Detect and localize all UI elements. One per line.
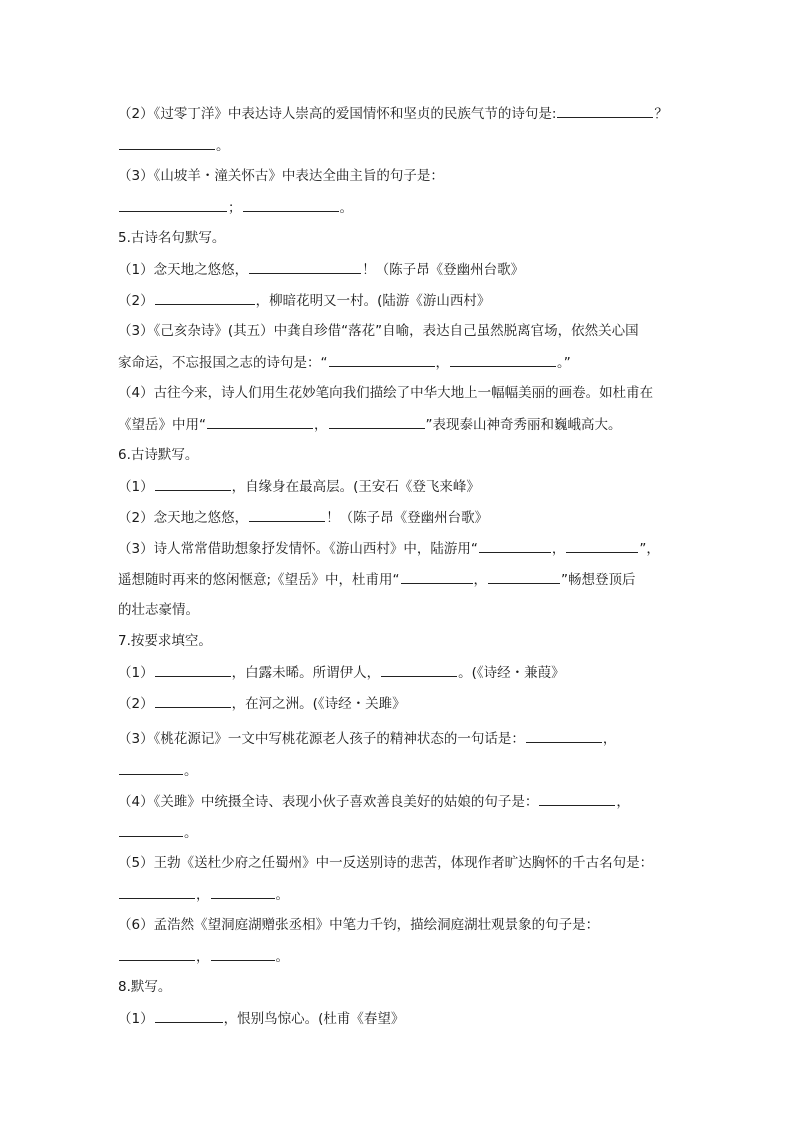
- answer-blank[interactable]: [207, 414, 313, 429]
- item-text: 的壮志豪情。: [118, 602, 199, 618]
- punctuation: 。: [275, 949, 289, 965]
- q4-item-2-line-2: [118, 135, 230, 156]
- answer-blank[interactable]: [539, 791, 615, 806]
- item-text: （2）: [118, 696, 154, 712]
- q7-item-5-line-1: [118, 853, 653, 873]
- punctuation: ，: [314, 417, 328, 433]
- punctuation: ，: [473, 572, 488, 588]
- item-text: ”表现泰山神奇秀丽和巍峨高大。: [425, 417, 622, 433]
- punctuation: 。”: [557, 355, 571, 371]
- q5-item-2: [118, 290, 490, 311]
- item-text: （1）: [118, 665, 154, 681]
- answer-blank[interactable]: [211, 884, 275, 899]
- q6-title: [118, 445, 198, 465]
- answer-blank[interactable]: [557, 103, 653, 118]
- answer-blank[interactable]: [566, 538, 638, 553]
- punctuation: 。: [184, 763, 198, 779]
- q4-item-3-line-1: [118, 166, 444, 186]
- item-text: （1）: [118, 479, 154, 495]
- punctuation: 。: [339, 200, 353, 216]
- answer-blank[interactable]: [329, 414, 425, 429]
- answer-blank[interactable]: [119, 197, 227, 212]
- punctuation: ，: [551, 541, 566, 557]
- item-text: ！（陈子昂《登幽州台歌》: [326, 510, 489, 526]
- answer-blank[interactable]: [526, 728, 602, 743]
- answer-blank[interactable]: [155, 290, 255, 305]
- q6-item-3-line-2: [118, 569, 636, 590]
- punctuation: ，: [602, 731, 617, 747]
- q7-item-5-line-2: [118, 884, 289, 905]
- answer-blank[interactable]: [329, 352, 435, 367]
- answer-blank[interactable]: [155, 662, 231, 677]
- item-text: ，柳暗花明又一村。(陆游《游山西村》: [255, 293, 491, 309]
- question-title: 6.古诗默写。: [118, 447, 199, 463]
- punctuation: ；: [228, 200, 242, 216]
- punctuation: ，: [196, 887, 210, 903]
- answer-blank[interactable]: [243, 197, 339, 212]
- q5-item-3-line-1: [118, 321, 639, 341]
- q5-item-1: [118, 259, 524, 280]
- q8-title: [118, 977, 171, 997]
- punctuation: 。: [216, 138, 230, 154]
- punctuation: ”，: [639, 541, 660, 557]
- item-text: 遥想随时再来的悠闲惬意;《望岳》中，杜甫用“: [118, 572, 400, 588]
- q7-title: [118, 631, 212, 651]
- q5-item-3-line-2: [118, 352, 571, 373]
- punctuation: ，: [435, 355, 449, 371]
- item-text: （1）: [118, 1011, 154, 1027]
- item-text: （2）: [118, 293, 154, 309]
- q7-item-6-line-1: [118, 915, 599, 935]
- answer-blank[interactable]: [479, 538, 551, 553]
- answer-blank[interactable]: [119, 822, 183, 837]
- q5-item-4-line-1: [118, 383, 653, 403]
- item-text: ！（陈子昂《登幽州台歌》: [362, 262, 525, 278]
- q7-item-4-line-2: [118, 822, 198, 843]
- item-text: ，白露未晞。所谓伊人，: [231, 665, 381, 681]
- q7-item-2: [118, 693, 406, 714]
- q4-item-3-text: （3）《山坡羊・潼关怀古》中表达全曲主旨的句子是：: [118, 168, 444, 184]
- answer-blank[interactable]: [211, 946, 275, 961]
- item-text: （3）《己亥杂诗》(其五）中龚自珍借“落花”自喻，表达自己虽然脱离官场，依然关心国: [118, 323, 639, 339]
- q6-item-2: [118, 507, 488, 528]
- q7-item-6-line-2: [118, 946, 289, 967]
- item-text: ，自缘身在最高层。(王安石《登飞来峰》: [231, 479, 480, 495]
- q6-item-3-line-3: [118, 600, 199, 620]
- item-text: （6）孟浩然《望洞庭湖赠张丞相》中笔力千钧，描绘洞庭湖壮观景象的句子是：: [118, 917, 600, 933]
- item-text: 家命运，不忘报国之志的诗句是：“: [118, 355, 328, 371]
- punctuation: ，: [616, 794, 630, 810]
- answer-blank[interactable]: [155, 476, 231, 491]
- q4-item-2-line-1: [118, 103, 668, 124]
- item-text: （3）《桃花源记》一文中写桃花源老人孩子的精神状态的一句话是：: [118, 731, 525, 747]
- item-text: ，在河之洲。(《诗经・关雎》: [231, 696, 406, 712]
- q8-item-1: [118, 1008, 404, 1029]
- punctuation: ，: [196, 949, 210, 965]
- q5-title: [118, 228, 225, 248]
- q5-item-4-line-2: [118, 414, 622, 435]
- q4-item-2-mark: ？: [654, 106, 668, 122]
- answer-blank[interactable]: [488, 569, 560, 584]
- answer-blank[interactable]: [155, 693, 231, 708]
- question-title: 5.古诗名句默写。: [118, 230, 226, 246]
- item-text: （1）念天地之悠悠，: [118, 262, 249, 278]
- q7-item-3-line-1: [118, 728, 616, 749]
- item-text: （2）念天地之悠悠，: [118, 510, 249, 526]
- answer-blank[interactable]: [119, 884, 195, 899]
- punctuation: 。: [184, 825, 198, 841]
- answer-blank[interactable]: [401, 569, 473, 584]
- q7-item-3-line-2: [118, 760, 198, 781]
- question-title: 7.按要求填空。: [118, 633, 212, 649]
- answer-blank[interactable]: [381, 662, 457, 677]
- answer-blank[interactable]: [155, 1008, 223, 1023]
- item-text: ”畅想登顶后: [561, 572, 636, 588]
- q6-item-1: [118, 476, 480, 497]
- answer-blank[interactable]: [119, 135, 215, 150]
- punctuation: 。: [275, 887, 289, 903]
- q4-item-2-text: （2）《过零丁洋》中表达诗人崇高的爱国情怀和坚贞的民族气节的诗句是:: [118, 106, 557, 122]
- answer-blank[interactable]: [119, 946, 195, 961]
- q4-item-3-line-2: [118, 197, 353, 218]
- q7-item-1: [118, 662, 565, 683]
- q7-item-4-line-1: [118, 791, 630, 812]
- item-text: 《望岳》中用“: [118, 417, 206, 433]
- item-text: 。(《诗经・兼葭》: [458, 665, 565, 681]
- answer-blank[interactable]: [450, 352, 556, 367]
- question-title: 8.默写。: [118, 979, 172, 995]
- answer-blank[interactable]: [249, 507, 325, 522]
- item-text: （3）诗人常常借助想象抒发情怀。《游山西村》中，陆游用“: [118, 541, 478, 557]
- item-text: （5）王勃《送杜少府之任蜀州》中一反送别诗的悲苦，体现作者旷达胸怀的千古名句是：: [118, 855, 654, 871]
- item-text: （4）《关雎》中统摄全诗、表现小伙子喜欢善良美好的姑娘的句子是：: [118, 794, 539, 810]
- answer-blank[interactable]: [119, 760, 183, 775]
- q6-item-3-line-1: [118, 538, 660, 559]
- item-text: （4）古往今来，诗人们用生花妙笔向我们描绘了中华大地上一幅幅美丽的画卷。如杜甫在: [118, 385, 654, 401]
- answer-blank[interactable]: [249, 259, 361, 274]
- item-text: ，恨别鸟惊心。(杜甫《春望》: [223, 1011, 405, 1027]
